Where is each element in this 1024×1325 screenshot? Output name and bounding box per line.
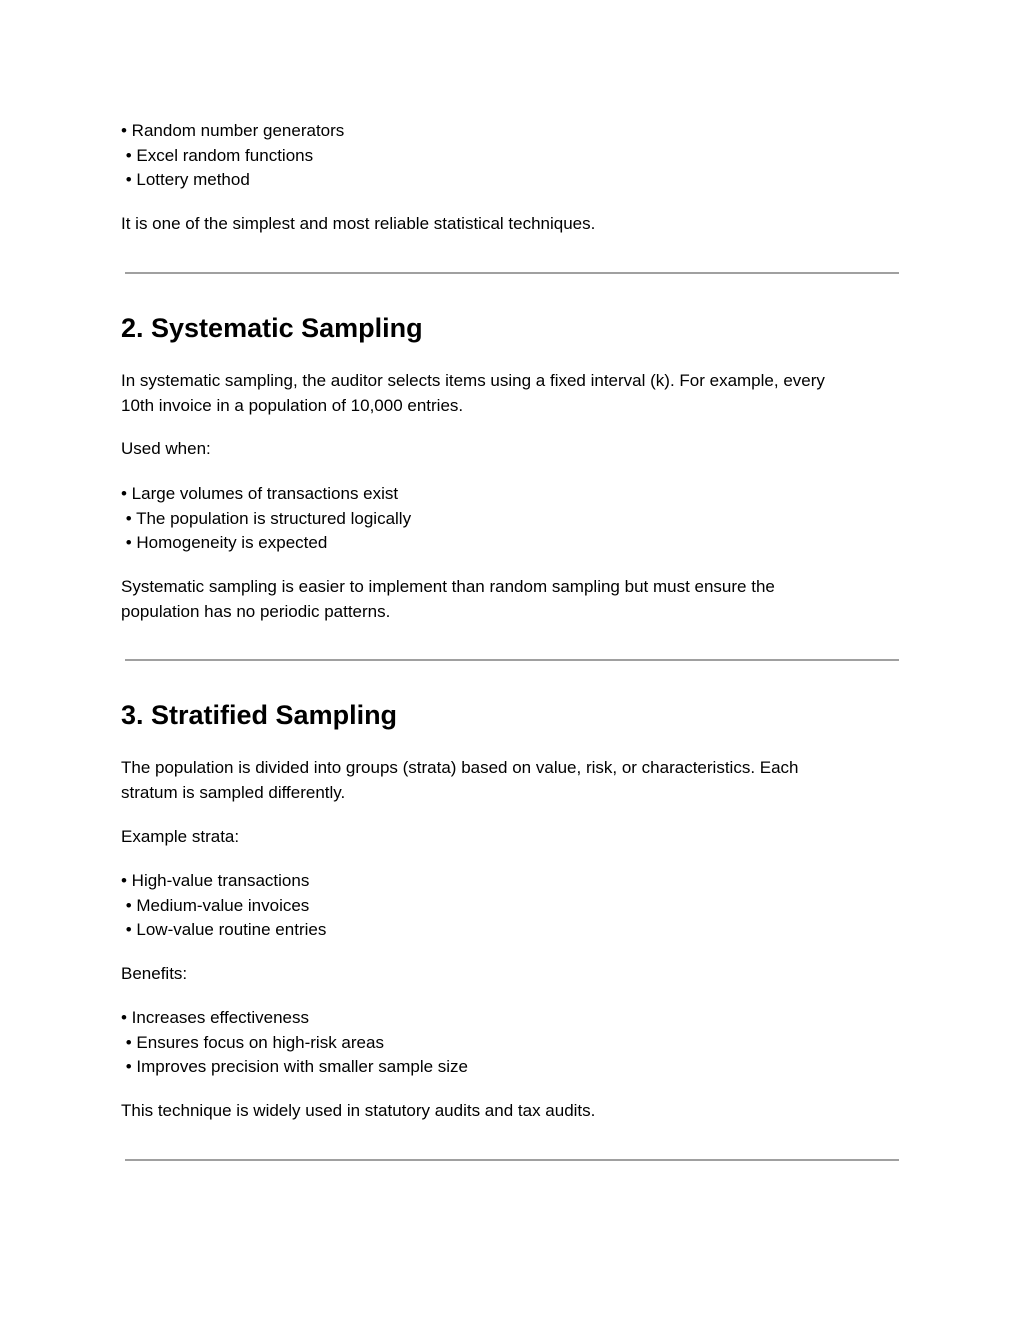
paragraph: Benefits: (121, 964, 188, 983)
bullet-list (121, 869, 326, 943)
list-item: • Medium-value invoices (121, 895, 310, 915)
list-item: • Increases effectiveness (121, 1008, 310, 1027)
list-item: • Improves precision with smaller sample size (121, 1057, 469, 1076)
paragraph: The population is divided into groups (strata) based on value, risk, or characteristics. Each stratum is sampled differently. (121, 758, 799, 802)
section-heading: 2. Systematic Sampling (121, 313, 423, 343)
list-item: • Large volumes of transactions exist (121, 484, 399, 503)
bullet-list (121, 482, 411, 556)
list-item: • Lottery method (121, 170, 250, 189)
divider (125, 1159, 899, 1161)
paragraph: In systematic sampling, the auditor selects items using a fixed interval (k). For example, every 10th invoice in a population of 10,000 entries. (121, 371, 825, 415)
paragraph: It is one of the simplest and most reliable statistical techniques. (121, 214, 596, 233)
divider (125, 659, 899, 661)
paragraph: Used when: (121, 439, 211, 458)
list-item: • Ensures focus on high-risk areas (121, 1032, 384, 1052)
paragraph: Systematic sampling is easier to implement than random sampling but must ensure the population has no periodic patterns. (121, 577, 775, 621)
divider (125, 272, 899, 274)
list-item: • High-value transactions (121, 871, 310, 890)
list-item: • The population is structured logically (121, 508, 412, 528)
paragraph: Example strata: (121, 827, 240, 846)
bullet-list (121, 119, 344, 193)
list-item: • Low-value routine entries (121, 920, 327, 939)
paragraph: This technique is widely used in statutory audits and tax audits. (121, 1101, 596, 1120)
bullet-list (121, 1006, 468, 1080)
list-item: • Excel random functions (121, 145, 314, 165)
list-item: • Homogeneity is expected (121, 533, 328, 552)
section-heading: 3. Stratified Sampling (121, 700, 398, 730)
list-item: • Random number generators (121, 121, 345, 140)
